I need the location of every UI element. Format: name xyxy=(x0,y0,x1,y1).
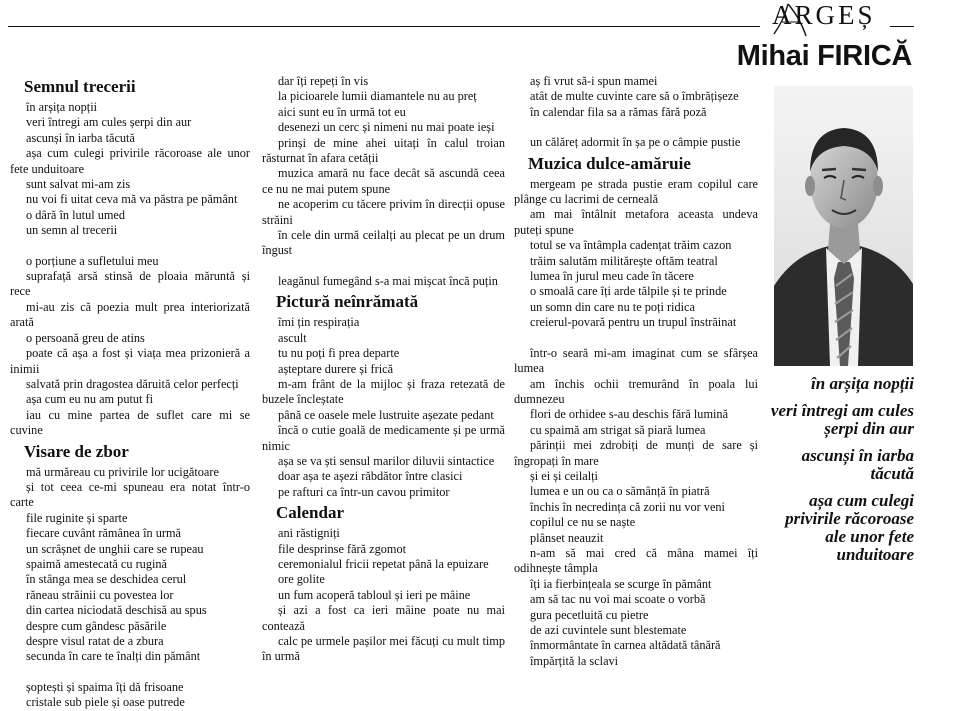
poem-line: în stânga mea se deschidea cerul xyxy=(26,572,187,587)
poem-line: așa se va ști sensul marilor diluvii sintactice xyxy=(278,453,495,468)
poem-line: ascunși în iarba tăcută xyxy=(26,130,135,145)
poem-line: cu spaimă am strigat să piară lumea xyxy=(530,422,706,437)
poem-line: ceremonialul fricii repetat până la epuizare xyxy=(278,556,489,571)
poem-line: aici sunt eu în urmă tot eu xyxy=(278,104,406,119)
poem-line: despre cum gândesc păsările xyxy=(26,618,167,633)
header-rule-right xyxy=(890,26,914,27)
poem-line: flori de orhidee s-au deschis fără lumină xyxy=(530,407,729,422)
stanza-break xyxy=(514,331,758,346)
poem-line: părinții mei zdrobiți de munți de sare și îngropați în mare xyxy=(514,438,758,468)
author-name: Mihai FIRICĂ xyxy=(736,40,912,72)
poem-line: secunda în care te înalți din pământ xyxy=(26,649,201,664)
poem-line: muzica amară nu face decât să ascundă ceea ce nu ne mai putem spune xyxy=(262,166,505,196)
pull-quote-line: ascunși în iarba tăcută xyxy=(801,446,914,483)
poem-line: de azi cuvintele sunt blestemate xyxy=(530,623,687,637)
poem-line: în cele din urmă ceilalți au plecat pe un drum îngust xyxy=(262,228,505,258)
poem-title: Muzica dulce-amăruie xyxy=(528,153,691,173)
stanza-break xyxy=(262,259,505,274)
poem-line: ne acoperim cu tăcere privim în direcții opuse străini xyxy=(262,197,505,227)
poem-title: Calendar xyxy=(276,503,344,523)
poem-line: și tot ceea ce-mi spuneau era notat într-o carte xyxy=(10,479,250,510)
poem-line: am mai întâlnit metafora aceasta undeva puteți spune xyxy=(514,207,758,237)
poem-line: un semn al trecerii xyxy=(26,223,118,238)
masthead-title: ARGEȘ xyxy=(772,0,876,30)
poem-line: un fum acoperă tabloul și ieri pe mâine xyxy=(278,587,471,602)
poem-line: spaimă amestecată cu rugină xyxy=(26,556,168,571)
poem-line: împărțită la sclavi xyxy=(530,653,619,668)
poem-line: mi-au zis că poezia mult prea interiorizată arată xyxy=(10,299,250,330)
poem-line: copilul ce nu se naște xyxy=(530,515,636,530)
poem-line: tu nu poți fi prea departe xyxy=(278,346,400,361)
poem-line: aș fi vrut să-i spun mamei xyxy=(530,74,658,88)
poem-line: așteptare durere și frică xyxy=(278,361,394,376)
poem-line: creierul-povară pentru un trupul înstrăinat xyxy=(530,315,737,330)
poem-line: ascult xyxy=(278,330,307,345)
pull-quote xyxy=(768,375,914,573)
pull-quote-line: în arșița nopții xyxy=(811,374,914,393)
author-portrait-image xyxy=(774,86,913,366)
poem-line: lumea e un ou ca o sămânță în piatră xyxy=(530,484,710,499)
poem-line: lumea în jurul meu cade în tăcere xyxy=(530,269,694,284)
poem-line: cristale sub piele și oase putrede xyxy=(26,695,185,710)
poem-line: calc pe urmele pașilor mei făcuți cu mult timp în urmă xyxy=(262,634,505,664)
header-rule-left xyxy=(8,26,760,27)
poem-title: Visare de zbor xyxy=(24,441,129,461)
pull-quote-line: așa cum culegi privirile răcoroase ale unor fete unduitoare xyxy=(785,491,914,564)
poem-line: ore golite xyxy=(278,572,325,587)
poem-line: o smoală care îți arde tălpile și te prinde xyxy=(530,284,727,299)
poem-line: ani răstigniți xyxy=(278,526,340,541)
poem-line: poate că așa a fost și viața mea prizonieră a inimii xyxy=(10,346,250,376)
poem-line: desenezi un cerc și nimeni nu mai poate ieși xyxy=(278,120,495,135)
stanza-break xyxy=(10,665,250,680)
poem-line: dar îți repeți în vis xyxy=(278,74,369,88)
poem-line: închis în necredința că zorii nu vor veni xyxy=(530,499,725,514)
poem-line: file ruginite și sparte xyxy=(26,510,128,525)
poem-line: gura pecetluită cu pietre xyxy=(530,607,649,622)
poem-line: răneau străinii cu povestea lor xyxy=(26,587,174,602)
masthead-logo xyxy=(770,0,885,40)
poem-line: suprafață arsă stinsă de ploaia măruntă și rece xyxy=(10,269,250,299)
poem-title: Semnul trecerii xyxy=(24,77,136,96)
poem-line: un scrâșnet de unghii care se rupeau xyxy=(26,541,204,556)
poem-line: în arșița nopții xyxy=(26,100,98,114)
poem-line: încă o cutie goală de medicamente și pe urmă nimic xyxy=(262,423,505,453)
poem-line: fiecare cuvânt rămânea în urmă xyxy=(26,526,181,541)
poem-line: atât de multe cuvinte care să o îmbrățișeze xyxy=(530,89,739,104)
poem-line: am închis ochii tremurând în poala lui dumnezeu xyxy=(514,376,758,406)
poem-line: trăim salutăm militărește oftăm teatral xyxy=(530,253,718,268)
poem-line: înmormântate în carnea altădată tânără xyxy=(530,638,721,653)
poem-line: un somn din care nu te poți ridica xyxy=(530,299,695,314)
poem-line: așa cum eu nu am putut fi xyxy=(26,392,154,407)
poem-line: șoptești și spaima îți dă frisoane xyxy=(26,679,184,694)
poem-line: îmi țin respirația xyxy=(278,315,360,330)
poem-line: mă urmăreau cu privirile lor ucigătoare xyxy=(26,464,219,479)
author-photo xyxy=(774,86,913,366)
poem-line: așa cum culegi privirile răcoroase ale unor fete unduitoare xyxy=(10,146,250,176)
poem-line: iau cu mine partea de suflet care mi se cuvine xyxy=(10,407,250,438)
poem-line: file desprinse fără zgomot xyxy=(278,541,407,556)
stanza-break xyxy=(10,239,250,254)
poem-line: mergeam pe strada pustie eram copilul care plânge cu lacrimi de cerneală xyxy=(514,176,758,207)
column-1 xyxy=(10,74,250,711)
poem-line: o dâră în lutul umed xyxy=(26,207,126,222)
poem-line: leagănul fumegând s-a mai mișcat încă puțin xyxy=(278,273,498,288)
poem-line: și azi a fost ca ieri mâine poate nu mai contează xyxy=(262,603,505,633)
poem-line: am să tac nu voi mai scoate o vorbă xyxy=(530,592,706,607)
poem-line: la picioarele lumii diamantele nu au preț xyxy=(278,89,477,104)
column-2 xyxy=(262,74,505,665)
poem-line: din cartea niciodată deschisă au spus xyxy=(26,603,207,618)
poem-line: prinși de mine ahei uitați în calul troian răsturnat în afara cetății xyxy=(262,135,505,166)
poem-line: și ei și ceilalți xyxy=(530,468,598,483)
poem-line: nu voi fi uitat ceva mă va păstra pe pământ xyxy=(26,192,238,207)
poem-line: sunt salvat mi-am zis xyxy=(26,177,131,192)
poem-line: în calendar fila sa a rămas fără poză xyxy=(530,104,707,119)
poem-line: pe rafturi ca într-un cavou primitor xyxy=(278,484,450,499)
column-3 xyxy=(514,74,758,669)
poem-line: plânset neauzit xyxy=(530,530,604,545)
stanza-break xyxy=(514,120,758,135)
poem-line: o persoană greu de atins xyxy=(26,330,145,345)
poem-line: doar așa te așezi răbdător între clasici xyxy=(278,469,463,484)
poem-line: n-am să mai cred că mâna mamei îți odihnește tâmpla xyxy=(514,545,758,576)
poem-line: îți ia fierbințeala se scurge în pământ xyxy=(530,576,712,591)
poem-line: totul se va întâmpla cadențat trăim cazon xyxy=(530,238,732,253)
poem-line: despre visul ratat de a zbura xyxy=(26,634,164,648)
poem-line: veri întregi am cules șerpi din aur xyxy=(26,115,192,130)
poem-line: o porțiune a sufletului meu xyxy=(26,253,159,268)
poem-line: până ce oasele mele lustruite așezate pedant xyxy=(278,407,494,422)
poem-line: într-o seară mi-am imaginat cum se sfârșea lumea xyxy=(514,345,758,376)
poem-title: Pictură neînrămată xyxy=(276,292,419,312)
poem-line: salvată prin dragostea dăruită celor perfecți xyxy=(26,376,239,391)
pull-quote-line: veri întregi am cules șerpi din aur xyxy=(770,401,914,438)
poem-line: un călăreț adormit în șa pe o câmpie pustie xyxy=(530,135,741,150)
poem-line: m-am frânt de la mijloc și fraza retezată de buzele încleștate xyxy=(262,376,505,407)
